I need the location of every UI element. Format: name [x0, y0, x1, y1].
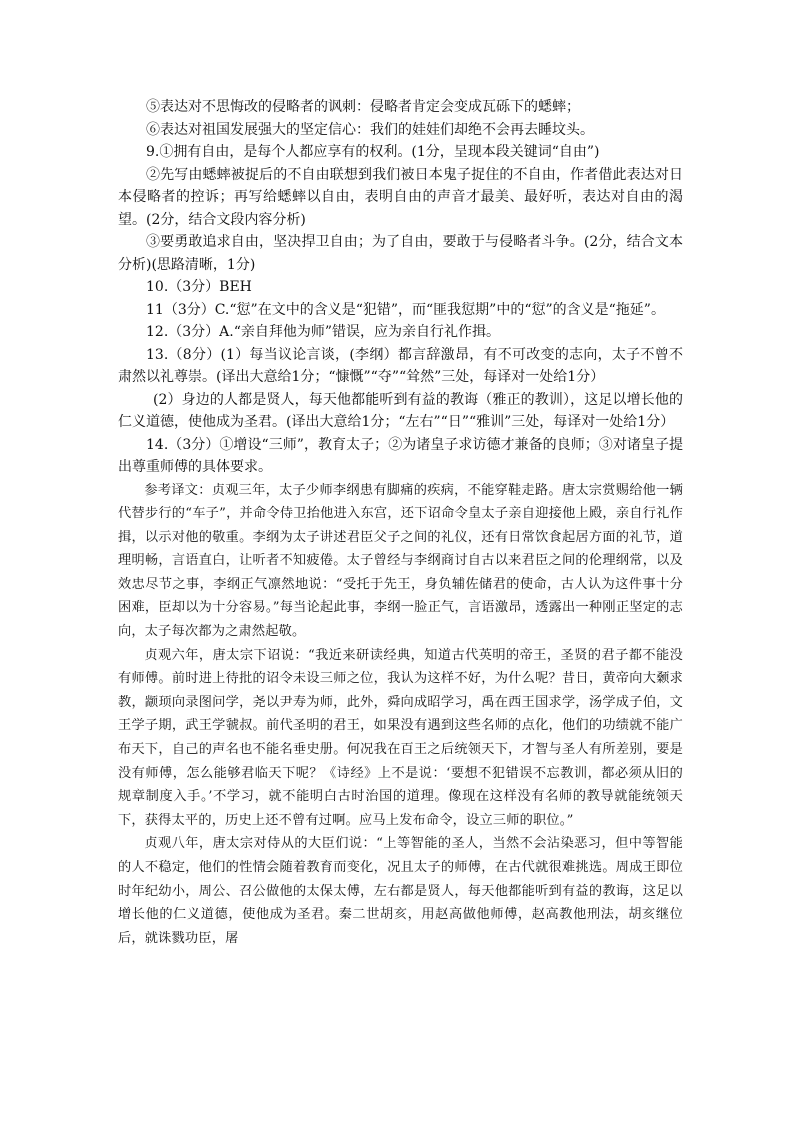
translation-paragraph-1: 参考译文：贞观三年，太子少师李纲患有脚痛的疾病，不能穿鞋走路。唐太宗赏赐给他一辆代替步行的“车子”，并命令侍卫抬他进入东宫，还下诏命令皇太子亲自迎接他上殿，亲自行礼作揖，以示对他的敬重。李纲为太子讲述君臣父子之间的礼仪，还有日常饮食起居方面的礼节，道理明畅，言语直白，让听者不知疲倦。太子曾经与李纲商讨自古以来君臣之间的伦理纲常，以及效忠尽节之事，李纲正气凛然地说：“受托于先王，身负辅佐储君的使命，古人认为这件事十分困难，臣却以为十分容易。”每当论起此事，李纲一脸正气，言语激昂，透露出一种刚正坚定的志向，太子每次都为之肃然起敬。 — [118, 482, 683, 640]
answer-q11: 11（3分）C.“愆”在文中的含义是“犯错”，而“匪我愆期”中的“愆”的含义是“拖延”。 — [146, 301, 665, 318]
translation-paragraph-2: 贞观六年，唐太宗下诏说：“我近来研读经典，知道古代英明的帝王，圣贤的君子都不能没有师傅。前时进上待批的诏令未设三师之位，我认为这样不好，为什么呢？昔日，黄帝向大颡求教，颛顼向录图问学，尧以尹寿为师，此外，舜向成昭学习，禹在西王国求学，汤学成子伯，文王学子期，武王学虢叔。前代圣明的君王，如果没有遇到这些名师的点化，他们的功绩就不能广布天下，自己的声名也不能名垂史册。何况我在百王之后统领天下，才智与圣人有所差别，要是没有师傅，怎么能够君临天下呢？《诗经》上不是说：‘要想不犯错误不忘教训，都必须从旧的规章制度入手。’不学习，就不能明白古时治国的道理。像现在这样没有名师的教导就能统领天下，获得太平的，历史上还不曾有过啊。应马上发布命令，设立三师的职位。” — [118, 647, 683, 828]
answer-q13-part1: 13.（8分）(1）每当议论言谈，(李纲）都言辞激昂，有不可改变的志向，太子不曾不肃然以礼尊崇。(译出大意给1分；“慷慨”“夺”“耸然”三处，每译对一处给1分） — [118, 346, 683, 385]
answer-item-5: ⑤表达对不思悔改的侵略者的讽刺：侵略者肯定会变成瓦砾下的蟋蟀； — [146, 99, 580, 115]
answer-q9-part1: 9.①拥有自由，是每个人都应享有的权利。(1分，呈现本段关键词“自由”) — [146, 144, 600, 160]
translation-paragraph-3: 贞观八年，唐太宗对侍从的大臣们说：“上等智能的圣人，当然不会沾染恶习，但中等智能的人不稳定，他们的性情会随着教育而变化，况且太子的师傅，在古代就很难挑选。周成王即位时年纪幼小，周公、召公做他的太保太傅，左右都是贤人，每天他都能听到有益的教诲，这足以增长他的仁义道德，使他成为圣君。秦二世胡亥，用赵高做他师傅，赵高教他刑法，胡亥继位后，就诛戮功臣，屠 — [118, 836, 683, 946]
answer-q13-part2: (2）身边的人都是贤人，每天他都能听到有益的教诲（雅正的教训），这足以增长他的仁义道德，使他成为圣君。(译出大意给1分；“左右”“日”“雅训”三处，每译对一处给1分） — [118, 391, 683, 430]
document-page — [118, 96, 683, 950]
answer-q12: 12.（3分）A.“亲自拜他为师”错误，应为亲自行礼作揖。 — [146, 324, 501, 340]
answer-q10: 10.（3分）BEH — [146, 279, 252, 295]
answer-q9-part2: ②先写由蟋蟀被捉后的不自由联想到我们被日本鬼子捉住的不自由，作者借此表达对日本侵略者的控诉；再写给蟋蟀以自由，表明自由的声音才最美、最好听，表达对自由的渴望。(2分，结合文段内容分析) — [118, 166, 683, 228]
answer-item-6: ⑥表达对祖国发展强大的坚定信心：我们的娃娃们却绝不会再去睡坟头。 — [146, 121, 594, 138]
answer-q9-part3: ③要勇敢追求自由，坚决捍卫自由；为了自由，要敢于与侵略者斗争。(2分，结合文本分析)(思路清晰，1分) — [118, 234, 683, 273]
answer-q14: 14.（3分）①增设“三师”，教育太子；②为诸皇子求访德才兼备的良师；③对诸皇子提出尊重师傅的具体要求。 — [118, 436, 683, 475]
